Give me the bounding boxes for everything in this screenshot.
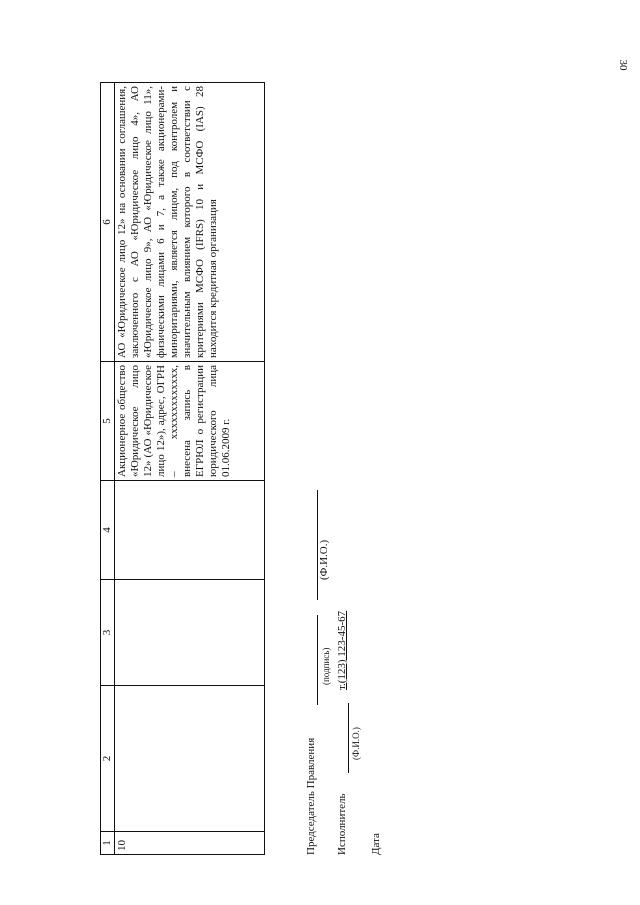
row-number: 10 [115, 832, 265, 855]
name-line [305, 490, 318, 600]
name-caption: (Ф.И.О.) [318, 539, 330, 580]
header-col-3: 3 [101, 580, 115, 686]
header-col-4: 4 [101, 481, 115, 580]
header-col-1: 1 [101, 832, 115, 855]
table-row [115, 83, 265, 855]
signature-caption: (подпись) [321, 647, 331, 685]
page-number: 30 [617, 59, 629, 71]
date-label: Дата [370, 833, 382, 855]
disclosure-table [100, 82, 265, 855]
cell-col-2 [115, 686, 265, 832]
chairman-label: Председатель Правления [305, 737, 317, 855]
cell-col-4 [115, 481, 265, 580]
header-col-2: 2 [101, 686, 115, 832]
header-col-6: 6 [101, 83, 115, 362]
executor-name-line [336, 703, 349, 773]
header-col-5: 5 [101, 362, 115, 481]
cell-col-3 [115, 580, 265, 686]
cell-control-basis: АО «Юридическое лицо 12» на основании соглашения, заключенного с АО «Юридическое лицо 4», АО «Юридическое лицо 9», АО «Юридическое лицо 11», физическими лицами 6 и 7, а также акционерами-миноритариями, является лицом, под контролем и значительным влиянием которого в соответствии с критериями МСФО (IFRS) 10 и МСФО (IAS) 28 находится кредитная организация [115, 83, 265, 362]
executor-phone: т.(123) 123-45-67 [336, 610, 348, 690]
executor-label: Исполнитель [336, 793, 348, 855]
table-header-row [101, 83, 115, 855]
rotated-page-content [100, 75, 382, 855]
signature-line [305, 615, 318, 705]
executor-name-caption: (Ф.И.О.) [351, 727, 361, 760]
cell-entity-description: Акционерное общество «Юридическое лицо 12» (АО «Юридическое лицо 12»), адрес, ОГРН – xxxxxxxxxxxxx, внесена запись в ЕГРЮЛ о регистрации юридического лица 01.06.2009 г. [115, 362, 265, 481]
